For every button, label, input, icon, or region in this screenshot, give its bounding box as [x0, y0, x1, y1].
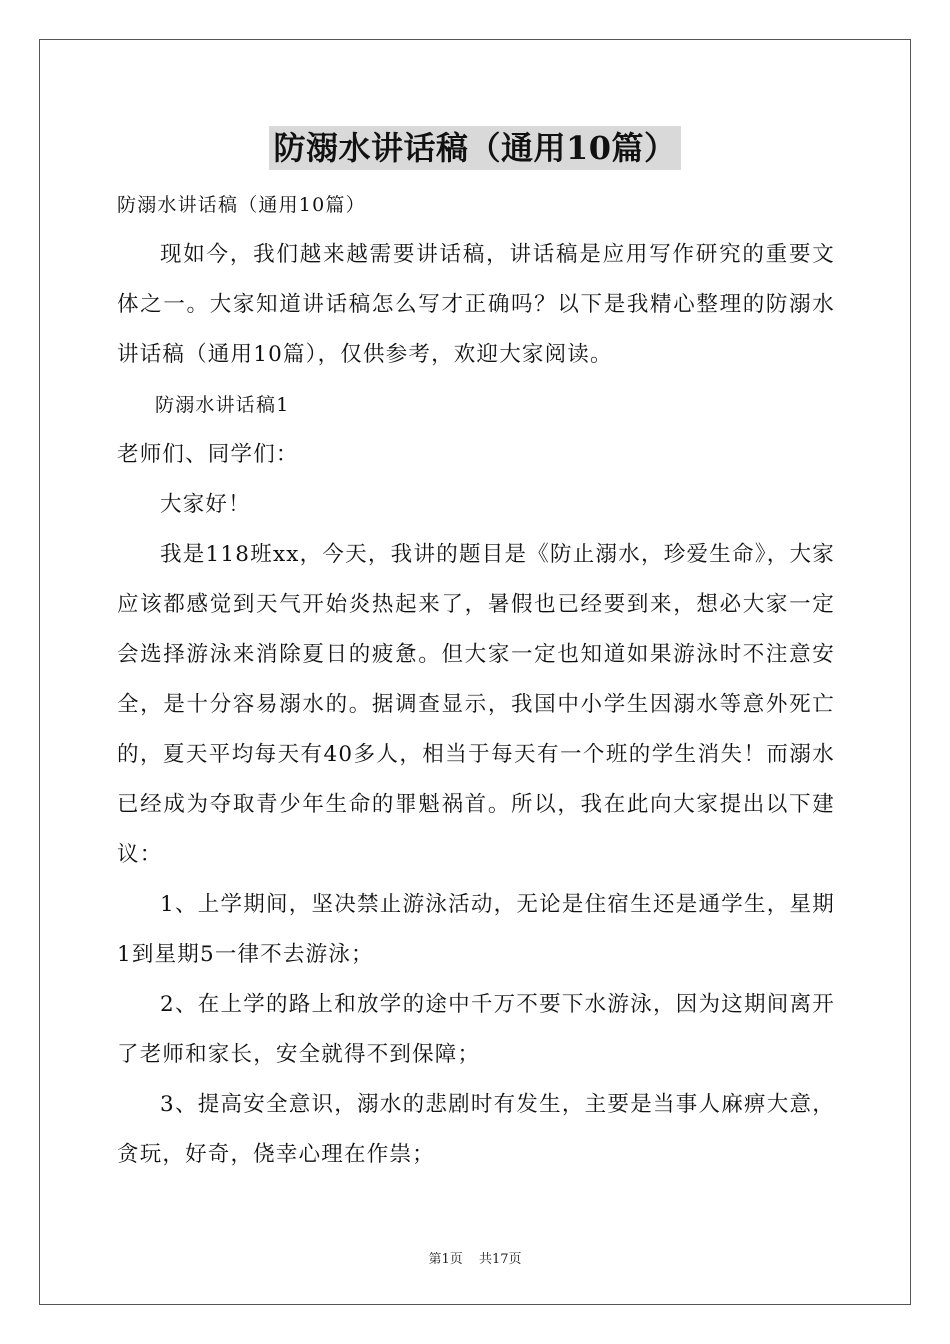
paragraph: 我是118班xx，今天，我讲的题目是《防止溺水，珍爱生命》，大家应该都感觉到天气开始炎热起来了，暑假也已经要到来，想必大家一定会选择游泳来消除夏日的疲惫。但大家一定也知道如果游泳时不注意安全，是十分容易溺水的。据调查显示，我国中小学生因溺水等意外死亡的，夏天平均每天有40多人，相当于每天有一个班的学生消失！而溺水已经成为夺取青少年生命的罪魁祸首。所以，我在此向大家提出以下建议：: [117, 542, 835, 867]
page-number: 第1页: [428, 1252, 463, 1267]
paragraph: 3、提高安全意识，溺水的悲剧时有发生，主要是当事人麻痹大意，贪玩，好奇，侥幸心理在作祟；: [117, 1092, 835, 1167]
paragraph: 现如今，我们越来越需要讲话稿，讲话稿是应用写作研究的重要文体之一。大家知道讲话稿怎么写才正确吗？以下是我精心整理的防溺水讲话稿（通用10篇），仅供参考，欢迎大家阅读。: [117, 242, 835, 367]
paragraph: 老师们、同学们：: [117, 442, 299, 467]
page-total: 共17页: [478, 1252, 522, 1267]
paragraph: 大家好！: [160, 492, 251, 517]
title-container: [0, 126, 950, 170]
paragraph: 防溺水讲话稿（通用10篇）: [117, 194, 366, 216]
paragraph: 2、在上学的路上和放学的途中千万不要下水游泳，因为这期间离开了老师和家长，安全就得不到保障；: [117, 992, 835, 1067]
paragraph: 防溺水讲话稿1: [155, 394, 290, 416]
paragraph: 1、上学期间，坚决禁止游泳活动，无论是住宿生还是通学生，星期1到星期5一律不去游泳；: [117, 892, 835, 967]
document-title: 防溺水讲话稿（通用10篇）: [269, 126, 680, 170]
document-body: [117, 180, 835, 1180]
page-footer: [0, 1248, 950, 1267]
